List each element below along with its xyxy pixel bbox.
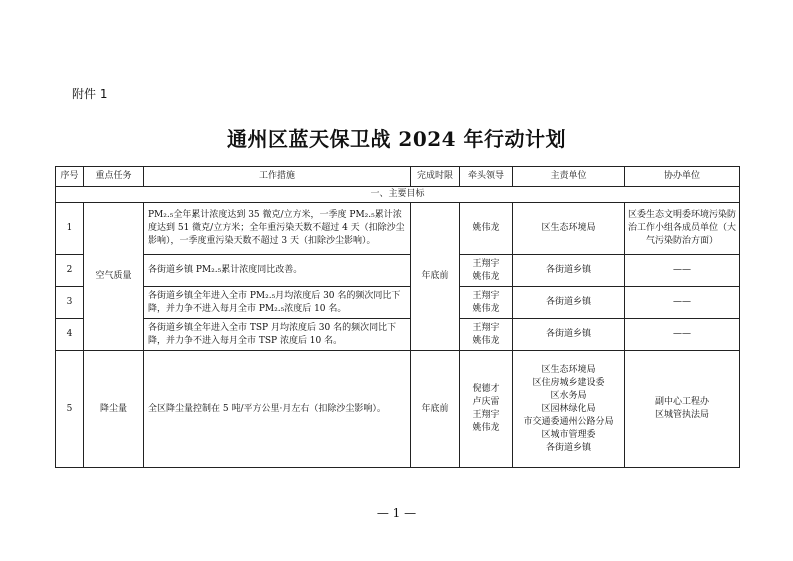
main-unit-name: 区生态环境局 [541,223,596,233]
row-measure: 各街道乡镇全年进入全市 PM₂.₅月均浓度后 30 名的频次同比下降，并力争不进入每月全市 PM₂.₅浓度后 10 名。 [144,287,411,319]
deadline-cell: 年底前 [411,351,460,468]
table-row [56,287,740,319]
task-dust: 降尘量 [84,351,144,468]
row-assist-unit: —— [625,319,740,351]
row-leaders [460,319,513,351]
row-main-unit: 各街道乡镇 [513,319,625,351]
main-unit-name: 区水务局 [550,390,587,401]
row-leaders [460,255,513,287]
row-no: 1 [56,203,84,255]
header-row [56,167,740,187]
leader-name: 姚伟龙 [472,223,500,233]
page-title: 通州区蓝天保卫战 2024 年行动计划 [226,127,567,151]
main-unit-name: 区园林绿化局 [541,403,596,414]
row-measure: 各街道乡镇全年进入全市 TSP 月均浓度后 30 名的频次同比下降，并力争不进入每月全市 TSP 浓度后 10 名。 [144,319,411,351]
row-assist-unit: —— [625,287,740,319]
assist-unit-name: 副中心工程办 [654,397,709,407]
leader-name: 姚伟龙 [472,423,500,433]
row-no: 4 [56,319,84,351]
header-leader: 牵头领导 [460,167,513,187]
leader-name: 王翔宇 [472,322,500,333]
header-task: 重点任务 [84,167,144,187]
row-assist-unit: 区委生态文明委环境污染防治工作小组各成员单位（大气污染防治方面） [625,203,740,255]
leader-name: 王翔宇 [472,410,500,420]
main-unit-name: 各街道乡镇 [545,442,591,453]
row-no: 2 [56,255,84,287]
row-no: 5 [56,351,84,468]
row-leaders [460,287,513,319]
section-row [56,187,740,203]
main-unit-name: 区住房城乡建设委 [532,377,605,388]
header-main-unit: 主责单位 [513,167,625,187]
leader-name: 王翔宇 [472,258,500,269]
header-no: 序号 [56,167,84,187]
leader-name: 姚伟龙 [472,271,500,282]
action-plan-table [55,166,740,468]
row-main-unit: 各街道乡镇 [513,255,625,287]
header-deadline: 完成时限 [411,167,460,187]
table-row [56,351,740,468]
leader-name: 姚伟龙 [472,335,500,346]
page-number: — 1 — [376,506,417,520]
main-unit-name: 区城市管理委 [541,429,596,440]
table-row [56,203,740,255]
leader-name: 倪德才 [472,384,500,394]
task-air-quality: 空气质量 [84,203,144,351]
row-measure: PM₂.₅全年累计浓度达到 35 微克/立方米，一季度 PM₂.₅累计浓度达到 51 微克/立方米；全年重污染天数不超过 4 天（扣除沙尘影响），一季度重污染天数不超过 3 天（扣除沙尘影响）。 [144,203,411,255]
table-row [56,255,740,287]
row-measure: 全区降尘量控制在 5 吨/平方公里·月左右（扣除沙尘影响）。 [144,351,411,468]
row-main-unit [513,351,625,468]
section-title: 一、主要目标 [56,187,740,203]
row-main-unit: 各街道乡镇 [513,287,625,319]
row-assist-unit: —— [625,255,740,287]
row-leaders [460,203,513,255]
leader-name: 姚伟龙 [472,303,500,314]
row-assist-unit [625,351,740,468]
leader-name: 卢庆雷 [472,397,500,407]
header-measure: 工作措施 [144,167,411,187]
attachment-label: 附件 1 [72,87,108,101]
main-unit-name: 区生态环境局 [541,364,596,375]
table-row [56,319,740,351]
row-leaders [460,351,513,468]
row-no: 3 [56,287,84,319]
assist-unit-name: 区城管执法局 [654,410,709,420]
leader-name: 王翔宇 [472,290,500,301]
row-measure: 各街道乡镇 PM₂.₅累计浓度同比改善。 [144,255,411,287]
main-unit-name: 市交通委通州公路分局 [523,416,614,427]
header-assist-unit: 协办单位 [625,167,740,187]
deadline-cell: 年底前 [411,203,460,351]
row-main-unit [513,203,625,255]
